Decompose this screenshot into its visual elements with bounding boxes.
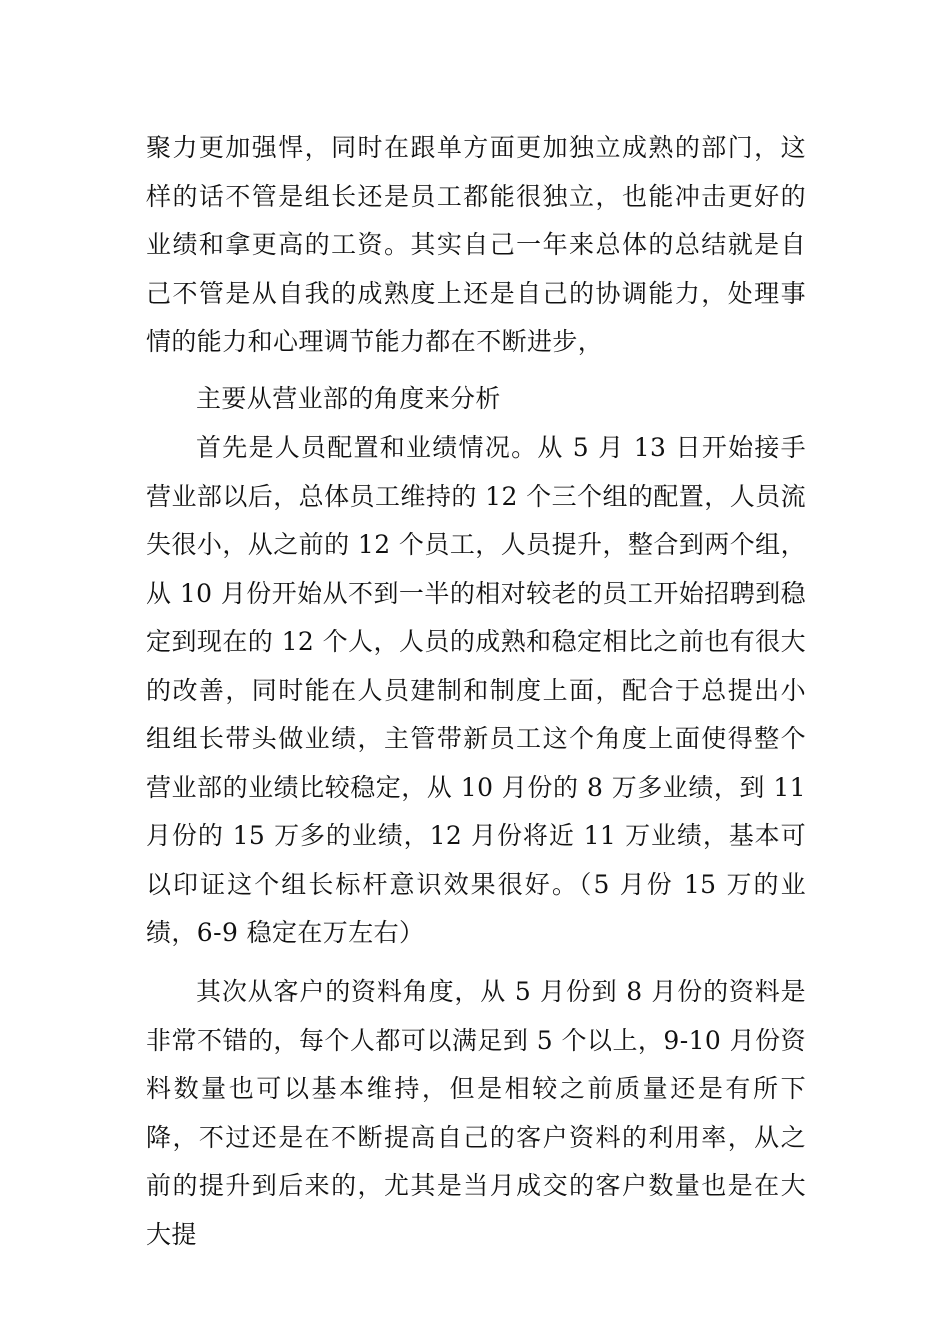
paragraph-text: 主要从营业部的角度来分析 [196, 384, 501, 413]
paragraph-staffing [146, 424, 806, 958]
paragraph-continuation [146, 124, 806, 367]
paragraph-text: 其次从客户的资料角度，从 5 月份到 8 月份的资料是非常不错的，每个人都可以满足到 5 个以上，9-10 月份资料数量也可以基本维持，但是相较之前质量还是有所下降，不过还是在不断提高自己的客户资料的利用率，从之前的提升到后来的，尤其是当月成交的客户数量也是在大大提 [146, 977, 806, 1249]
paragraph-heading [146, 375, 806, 424]
paragraph-client-data [146, 968, 806, 1259]
paragraph-text: 首先是人员配置和业绩情况。从 5 月 13 日开始接手营业部以后，总体员工维持的 12 个三个组的配置，人员流失很小，从之前的 12 个员工，人员提升，整合到两个组，从 10 月份开始从不到一半的相对较老的员工开始招聘到稳定到现在的 12 个人，人员的成熟和稳定相比之前也有很大的改善，同时能在人员建制和制度上面，配合于总提出小组组长带头做业绩，主管带新员工这个角度上面使得整个营业部的业绩比较稳定，从 10 月份的 8 万多业绩，到 11 月份的 15 万多的业绩，12 月份将近 11 万业绩，基本可以印证这个组长标杆意识效果很好。（5 月份 15 万的业绩，6-9 稳定在万左右） [146, 433, 806, 947]
paragraph-text: 聚力更加强悍，同时在跟单方面更加独立成熟的部门，这样的话不管是组长还是员工都能很独立，也能冲击更好的业绩和拿更高的工资。其实自己一年来总体的总结就是自己不管是从自我的成熟度上还是自己的协调能力，处理事情的能力和心理调节能力都在不断进步， [146, 133, 806, 356]
